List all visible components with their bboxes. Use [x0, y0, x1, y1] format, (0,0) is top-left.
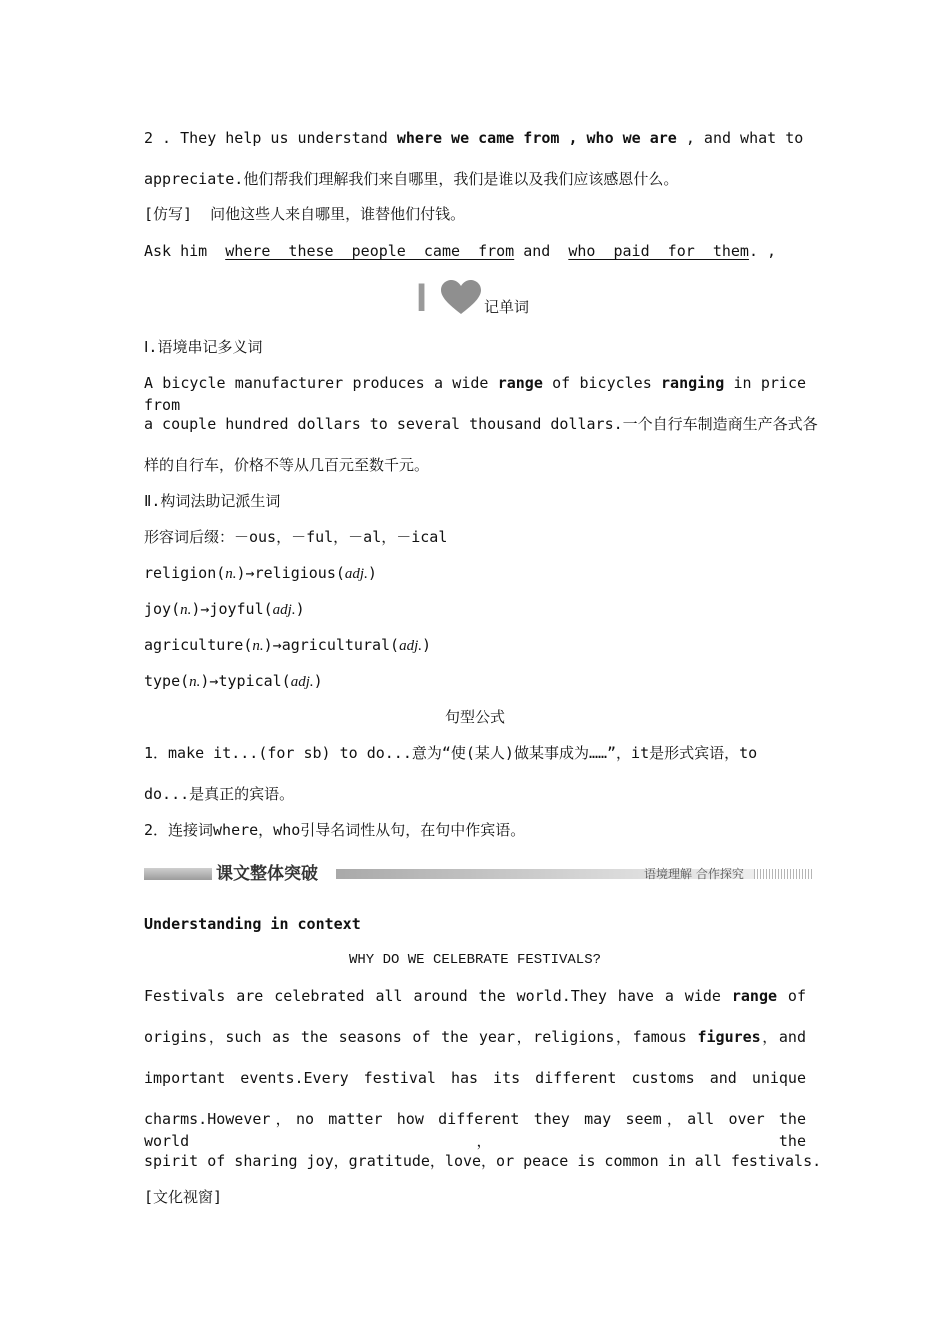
part-of-speech: n. — [252, 638, 264, 654]
exercise-2-line-1 — [144, 127, 806, 149]
part-of-speech: n. — [189, 674, 201, 690]
text-run: in price from — [144, 374, 807, 414]
banner-stripes — [754, 869, 814, 879]
reading-line-5: spirit of sharing joy，gratitude，love，or peace is common in all festivals. — [144, 1152, 822, 1170]
base-word: joy( — [144, 600, 181, 618]
text-run: of — [777, 987, 806, 1005]
text-run: A bicycle manufacturer produces a wide — [144, 374, 498, 392]
logo-letter: I — [416, 276, 428, 320]
formulas-title: 句型公式 — [444, 708, 505, 726]
arrow: )→ — [236, 564, 255, 582]
arrow: )→ — [263, 636, 282, 654]
reading-line-2 — [144, 1026, 806, 1048]
bold-phrase-who: who we are — [586, 129, 677, 147]
paren: ) — [367, 564, 377, 582]
answer-connector: and — [523, 242, 551, 260]
derivation-row — [144, 634, 806, 657]
formula-1-line-2: do...是真正的宾语。 — [144, 785, 295, 803]
text-run: 2 . They help us understand — [144, 129, 397, 147]
derived-word: agricultural( — [281, 636, 400, 654]
base-word: type( — [144, 672, 190, 690]
answer-suffix: . , — [748, 242, 777, 260]
text-run — [578, 129, 587, 147]
answer-prefix: Ask him — [144, 242, 208, 260]
base-word: agriculture( — [144, 636, 253, 654]
polysemy-line-2: a couple hundred dollars to several thousand dollars.一个自行车制造商生产各式各 — [144, 415, 818, 433]
text-run: Festivals are celebrated all around the world.They have a wide — [144, 987, 732, 1005]
polysemy-line-3: 样的自行车，价格不等从几百元至数千元。 — [144, 456, 430, 474]
answer-blank-2: who paid for them — [568, 242, 749, 260]
paren: ) — [295, 600, 305, 618]
culture-window-label: [文化视窗] — [144, 1188, 223, 1206]
part-of-speech: adj. — [399, 638, 423, 654]
banner-bar-left — [144, 868, 212, 880]
reading-heading: Understanding in context — [144, 915, 361, 933]
derived-word: religious( — [254, 564, 345, 582]
banner-title: 课文整体突破 — [216, 864, 318, 884]
banner-subtitle: 语境理解 合作探究 — [644, 867, 744, 881]
derivation-row — [144, 598, 806, 621]
part-of-speech: adj. — [272, 602, 296, 618]
formula-2: 2．连接词where，who引导名词性从句，在句中作宾语。 — [144, 821, 526, 839]
heart-icon — [440, 280, 482, 316]
part-of-speech: adj. — [290, 674, 314, 690]
bold-phrase-where: where we came from , — [396, 129, 578, 147]
bold-word-range: range — [731, 987, 778, 1005]
arrow: )→ — [200, 672, 219, 690]
reading-title: WHY DO WE CELEBRATE FESTIVALS? — [348, 952, 602, 968]
polysemy-line-1 — [144, 372, 806, 416]
logo-text: 记单词 — [484, 298, 530, 316]
imitation-answer — [144, 240, 806, 262]
derivation-row — [144, 670, 806, 693]
part-of-speech: n. — [180, 602, 192, 618]
answer-blank-1: where these people came from — [225, 242, 515, 260]
text-run: origins，such as the seasons of the year，religions，famous — [144, 1028, 698, 1046]
section-2-title: Ⅱ.构词法助记派生词 — [144, 492, 281, 510]
text-run: of bicycles — [542, 374, 662, 392]
paren: ) — [313, 672, 323, 690]
paren: ) — [422, 636, 432, 654]
section-1-title: Ⅰ.语境串记多义词 — [144, 338, 263, 356]
text-run: , and what to — [676, 129, 804, 147]
imitation-label: [仿写] — [144, 205, 193, 223]
exercise-2-line-2: appreciate.他们帮我们理解我们来自哪里，我们是谁以及我们应该感恩什么。 — [144, 170, 679, 188]
arrow: )→ — [191, 600, 210, 618]
reading-line-4: charms.However，no matter how different they may seem，all over the world，the — [144, 1110, 806, 1150]
section-banner — [144, 862, 814, 886]
formula-1-line-1: 1．make it...(for sb) to do...意为“使(某人)做某事成为……”，it是形式宾语，to — [144, 744, 758, 762]
derived-word: typical( — [218, 672, 291, 690]
text-run: ，and — [760, 1028, 806, 1046]
adjective-suffix-line: 形容词后缀：－ous，－ful，－al，－ical — [144, 528, 448, 546]
part-of-speech: adj. — [344, 566, 368, 582]
base-word: religion( — [144, 564, 226, 582]
imitation-chinese: 问他这些人来自哪里，谁替他们付钱。 — [210, 205, 466, 223]
imitation-prompt — [144, 203, 806, 225]
bold-word-range: range — [497, 374, 543, 392]
derivation-row — [144, 562, 806, 585]
bold-word-ranging: ranging — [661, 374, 725, 392]
reading-line-3: important events.Every festival has its different customs and unique — [144, 1069, 806, 1087]
derived-word: joyful( — [209, 600, 273, 618]
part-of-speech: n. — [225, 566, 237, 582]
reading-line-1 — [144, 985, 806, 1007]
bold-word-figures: figures — [697, 1028, 761, 1046]
